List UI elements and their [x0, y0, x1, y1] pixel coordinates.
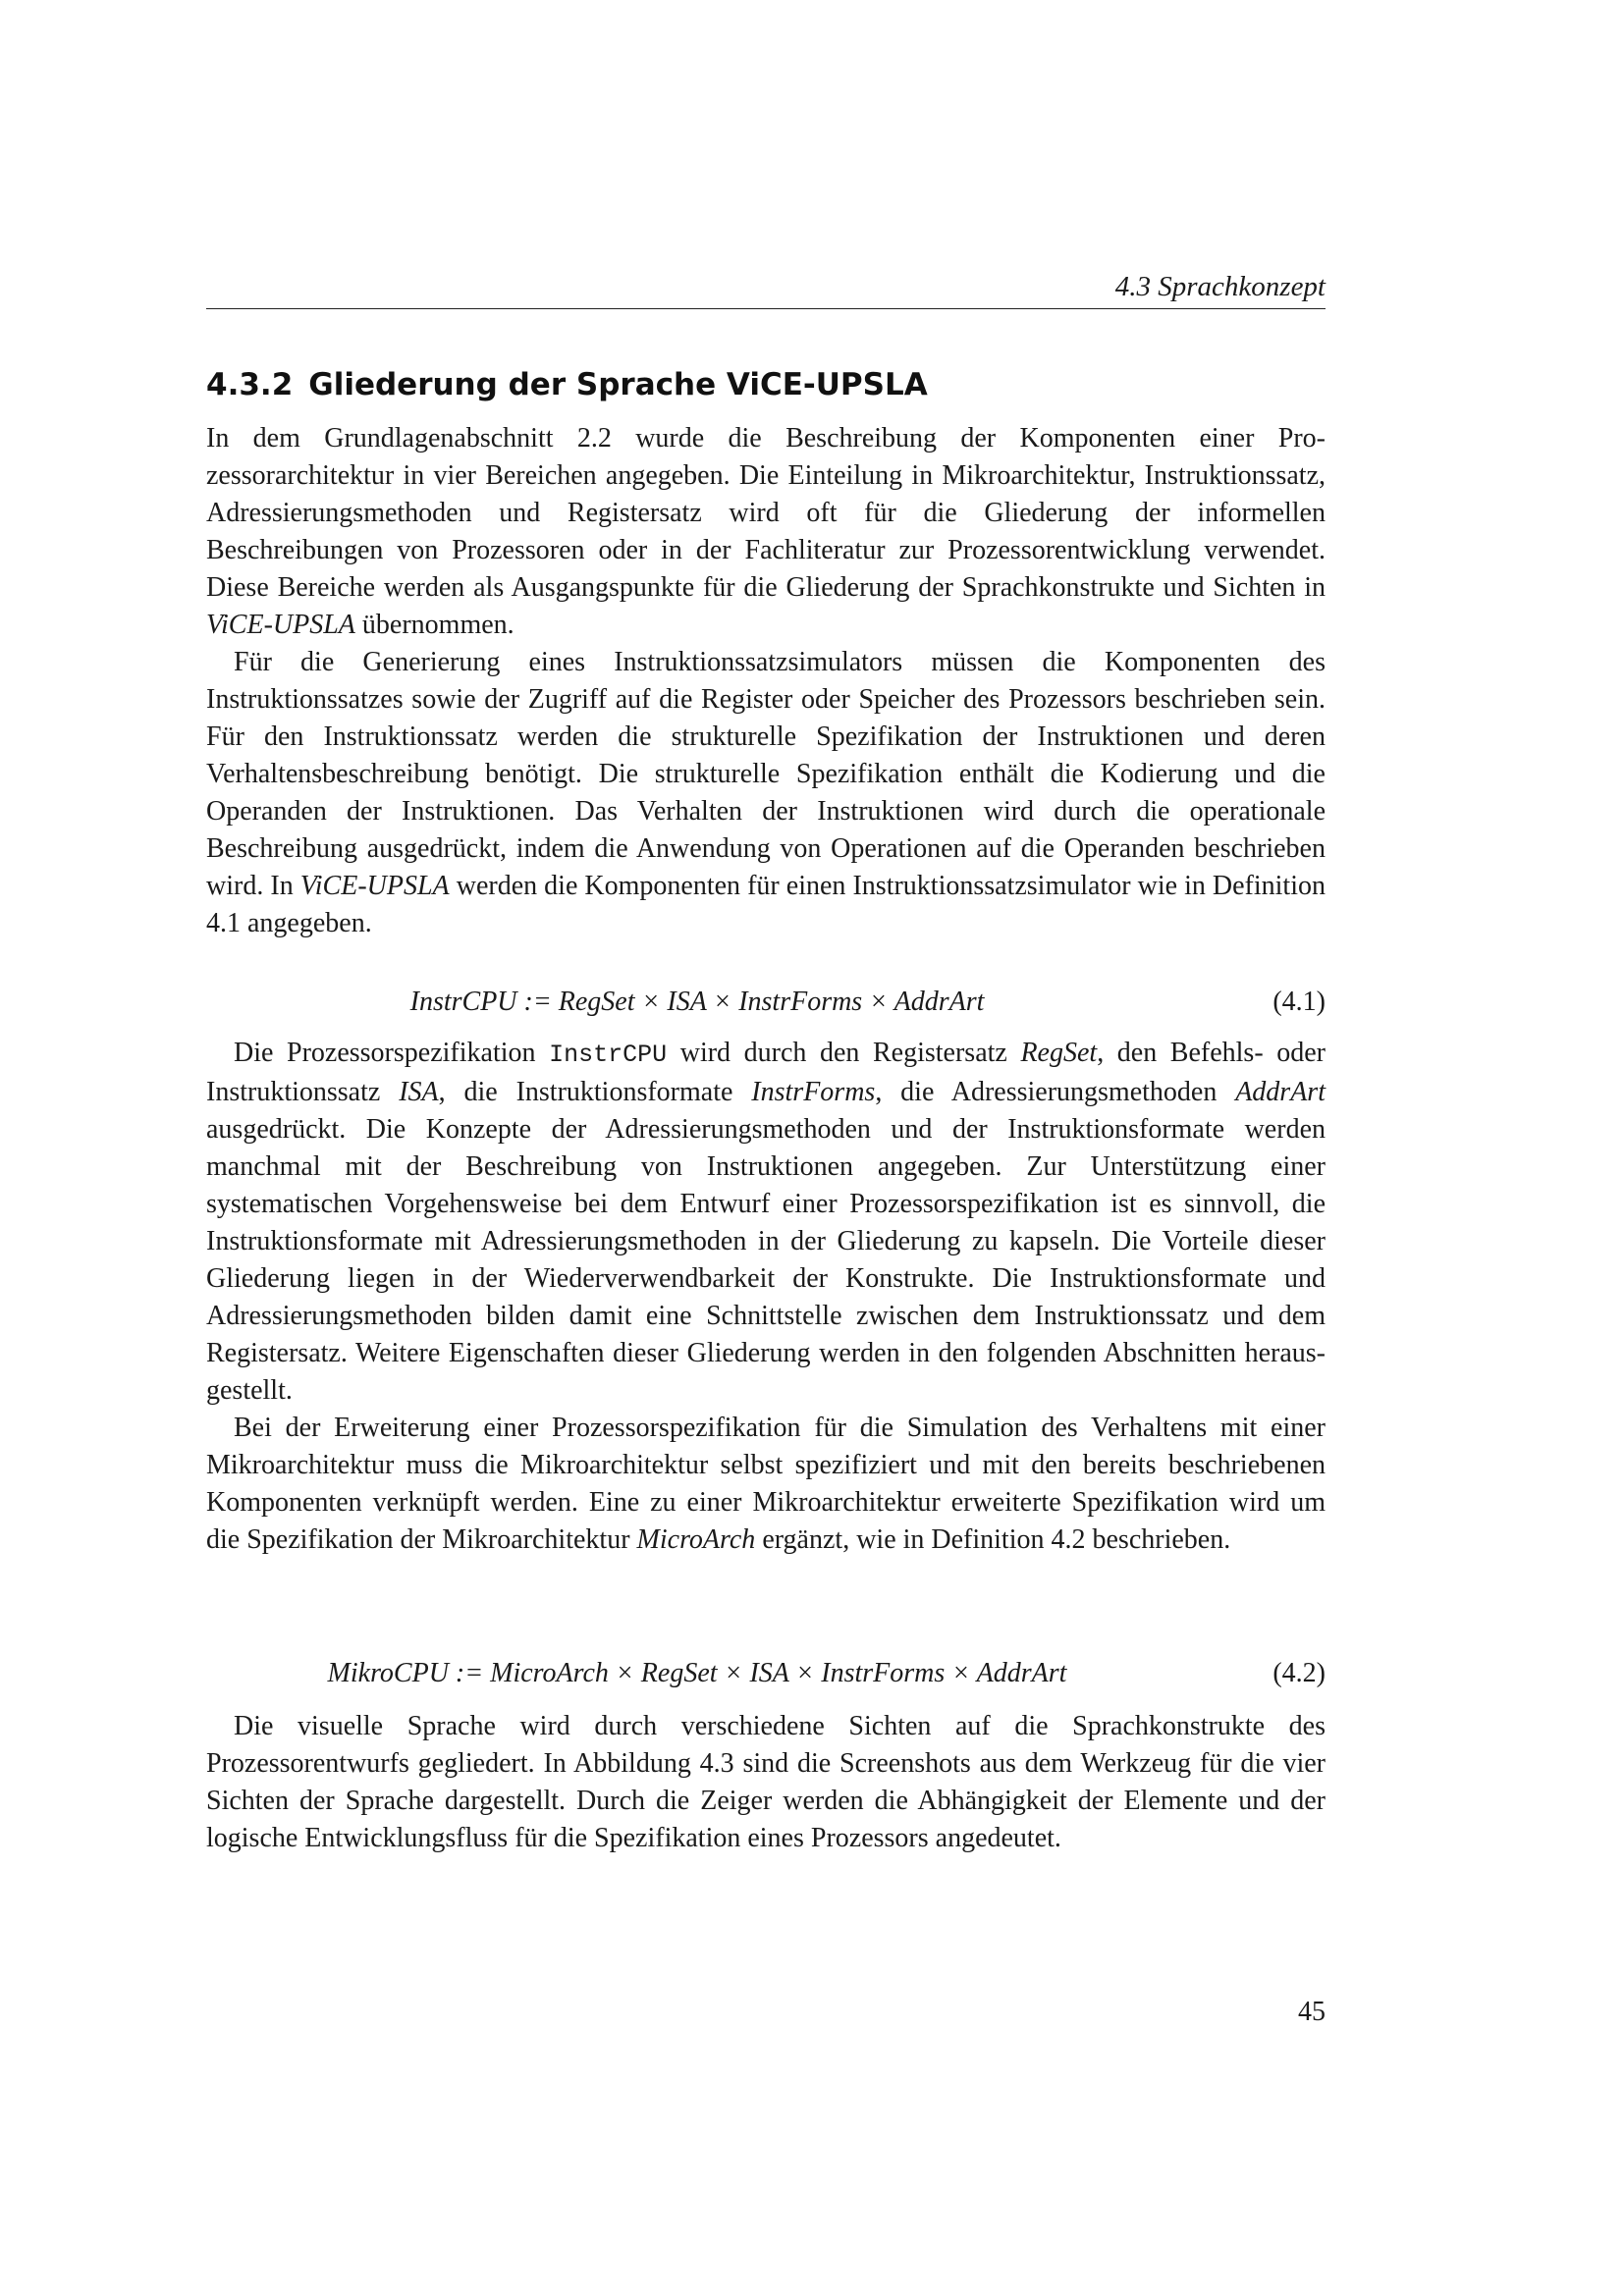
equation-4-2 [206, 1653, 1326, 1694]
page-number: 45 [1298, 1997, 1326, 2027]
paragraph-5: Die visuelle Sprache wird durch verschiedene Sichten auf die Sprachkonstrukte des Prozessorentwurfs gegliedert. In Abbildung 4.3 sind die Screenshots aus dem Werkzeug für die vier Sichten der Sprache dargestellt. Durch die Zeiger werden die Abhängigkeit der Elemente und der logische Entwicklungsfluss für die Spezifikation eines Prozessors angedeutet. [206, 1711, 1326, 1853]
paragraph-1: In dem Grundlagenabschnitt 2.2 wurde die Beschreibung der Komponenten einer Prozessorarchitektur in vier Bereichen angegeben. Die Einteilung in Mikroarchitektur, Instruktionssatz, Adressierungsmethoden und Registersatz wird oft für die Gliederung der informellen Beschreibungen von Prozessoren oder in der Fachliteratur zur Prozessorentwicklung verwendet. Diese Bereiche werden als Ausgangspunkte für die Gliederung der Sprachkonstrukte und Sichten in ViCE-UPSLA übernommen. [206, 423, 1326, 640]
text-block-1 [206, 420, 1326, 942]
equation-formula: MikroCPU := MicroArch × RegSet × ISA × InstrForms × AddrArt [327, 1658, 1067, 1688]
code-instrcpu: InstrCPU [549, 1041, 668, 1069]
emphasis-vice-upsla: ViCE-UPSLA [299, 871, 450, 901]
equation-formula: InstrCPU := RegSet × ISA × InstrForms × AddrArt [409, 987, 985, 1017]
emphasis-instrforms: InstrForms [751, 1077, 876, 1107]
paragraph-4: Bei der Erweiterung einer Prozessorspezifikation für die Simulation des Verhaltens mit einer Mikroarchitektur muss die Mikroarchitektur selbst spezifiziert und mit den bereits beschriebenen Komponenten verknüpft werden. Eine zu einer Mikroarchitektur erweiterte Spezifikation wird um die Spezifikation der Mikroarchitektur MicroArch ergänzt, wie in Definition 4.2 beschrieben. [206, 1413, 1326, 1555]
equation-4-1 [206, 982, 1326, 1023]
equation-number: (4.2) [1272, 1658, 1326, 1688]
emphasis-isa: ISA [399, 1077, 439, 1107]
section-heading [206, 363, 1326, 406]
text-block-3 [206, 1708, 1326, 1857]
emphasis-vice-upsla: ViCE-UPSLA [206, 610, 355, 640]
paragraph-2: Für die Generierung eines Instruktionssatzsimulators müssen die Komponenten des Instruktionssatzes sowie der Zugriff auf die Register oder Speicher des Prozessors beschrieben sein. Für den Instruktionssatz werden die strukturelle Spezifikation der Instruktionen und deren Verhaltensbeschreibung benötigt. Die strukturelle Spezifikation enthält die Kodierung und die Operanden der Instruktionen. Das Verhalten der Instruktionen wird durch die operationale Beschreibung ausgedrückt, indem die Anwendung von Operationen auf die Operanden beschrieben wird. In ViCE-UPSLA werden die Komponenten für einen Instruktionssatzsimulator wie in Definition 4.1 angegeben. [206, 647, 1326, 938]
emphasis-regset: RegSet [1020, 1038, 1098, 1068]
section-number: 4.3.2 [206, 367, 294, 402]
running-title: 4.3 Sprachkonzept [1114, 271, 1326, 302]
equation-number: (4.1) [1272, 987, 1326, 1017]
paragraph-3: Die Prozessorspezifikation InstrCPU wird durch den Registersatz RegSet, den Befehls- oder Instruktionssatz ISA, die Instruktionsformate InstrForms, die Adressierungsmethoden AddrArt ausgedrückt. Die Konzepte der Adressierungsmethoden und der Instruktionsformate werden manchmal mit der Beschreibung von Instruktionen angegeben. Zur Unterstützung einer systematischen Vorgehensweise bei dem Entwurf einer Prozessorspezifikation ist es sinnvoll, die Instruktionsformate mit Adressierungsmethoden in der Gliederung zu kapseln. Die Vorteile dieser Gliederung liegen in der Wiederverwendbarkeit der Konstrukte. Die Instruktionsformate und Adressierungsmethoden bilden damit eine Schnittstelle zwischen dem Instruktionssatz und dem Registersatz. Weitere Eigenschaften dieser Gliederung werden in den folgenden Abschnitten herausgestellt. [206, 1038, 1326, 1406]
running-header [206, 265, 1326, 309]
text-block-2 [206, 1035, 1326, 1559]
emphasis-microarch: MicroArch [636, 1524, 756, 1555]
section-title: Gliederung der Sprache ViCE-UPSLA [308, 367, 928, 402]
emphasis-addrart: AddrArt [1235, 1077, 1326, 1107]
